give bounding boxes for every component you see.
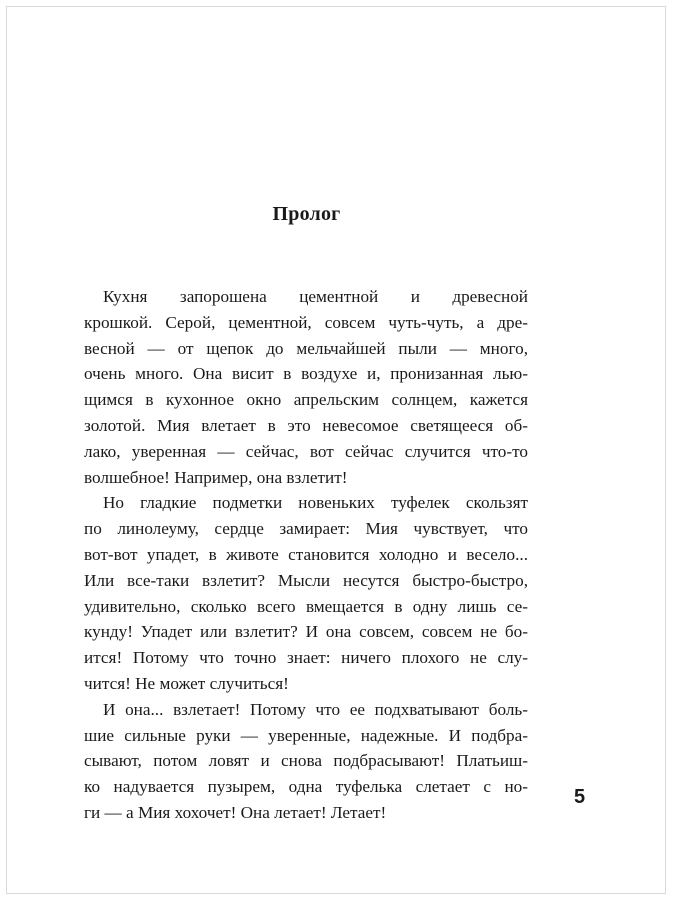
text-line: Или все-таки взлетит? Мысли несутся быстро-быстро,	[84, 570, 528, 590]
text-line: кунду! Упадет или взлетит? И она совсем, совсем не бо-	[84, 622, 528, 642]
text-line: очень много. Она висит в воздухе и, пронизанная лью-	[84, 364, 528, 384]
text-line: волшебное! Например, она взлетит!	[84, 467, 348, 487]
text-line: шие сильные руки — уверенные, надежные. И подбра-	[84, 725, 528, 745]
page-number: 5	[574, 786, 586, 808]
text-line: крошкой. Серой, цементной, совсем чуть-чуть, а дре-	[84, 312, 528, 332]
text-line: Но гладкие подметки новеньких туфелек скользят	[103, 493, 528, 513]
chapter-title: Пролог	[272, 203, 341, 225]
text-line: весной — от щепок до мельчайшей пыли — много,	[84, 338, 528, 358]
text-line: золотой. Мия влетает в это невесомое светящееся об-	[84, 415, 528, 435]
text-line: чится! Не может случиться!	[84, 673, 289, 693]
text-line: вот-вот упадет, в животе становится холодно и весело...	[84, 544, 528, 564]
body-text	[84, 284, 528, 826]
text-line: ится! Потому что точно знает: ничего плохого не слу-	[84, 648, 528, 668]
text-line: удивительно, сколько всего вмещается в одну лишь се-	[84, 596, 528, 616]
text-line: по линолеуму, сердце замирает: Мия чувствует, что	[84, 519, 528, 539]
text-line: Кухня запорошена цементной и древесной	[103, 287, 528, 306]
text-line: сывают, потом ловят и снова подбрасывают! Платьиш-	[84, 751, 528, 771]
text-line: ги — а Мия хохочет! Она летает! Летает!	[84, 802, 387, 822]
text-line: лако, уверенная — сейчас, вот сейчас случится что-то	[84, 441, 528, 461]
text-line: щимся в кухонное окно апрельским солнцем, кажется	[84, 390, 528, 410]
text-line: И она... взлетает! Потому что ее подхватывают боль-	[103, 699, 528, 719]
text-line: ко надувается пузырем, одна туфелька слетает с но-	[84, 777, 528, 797]
